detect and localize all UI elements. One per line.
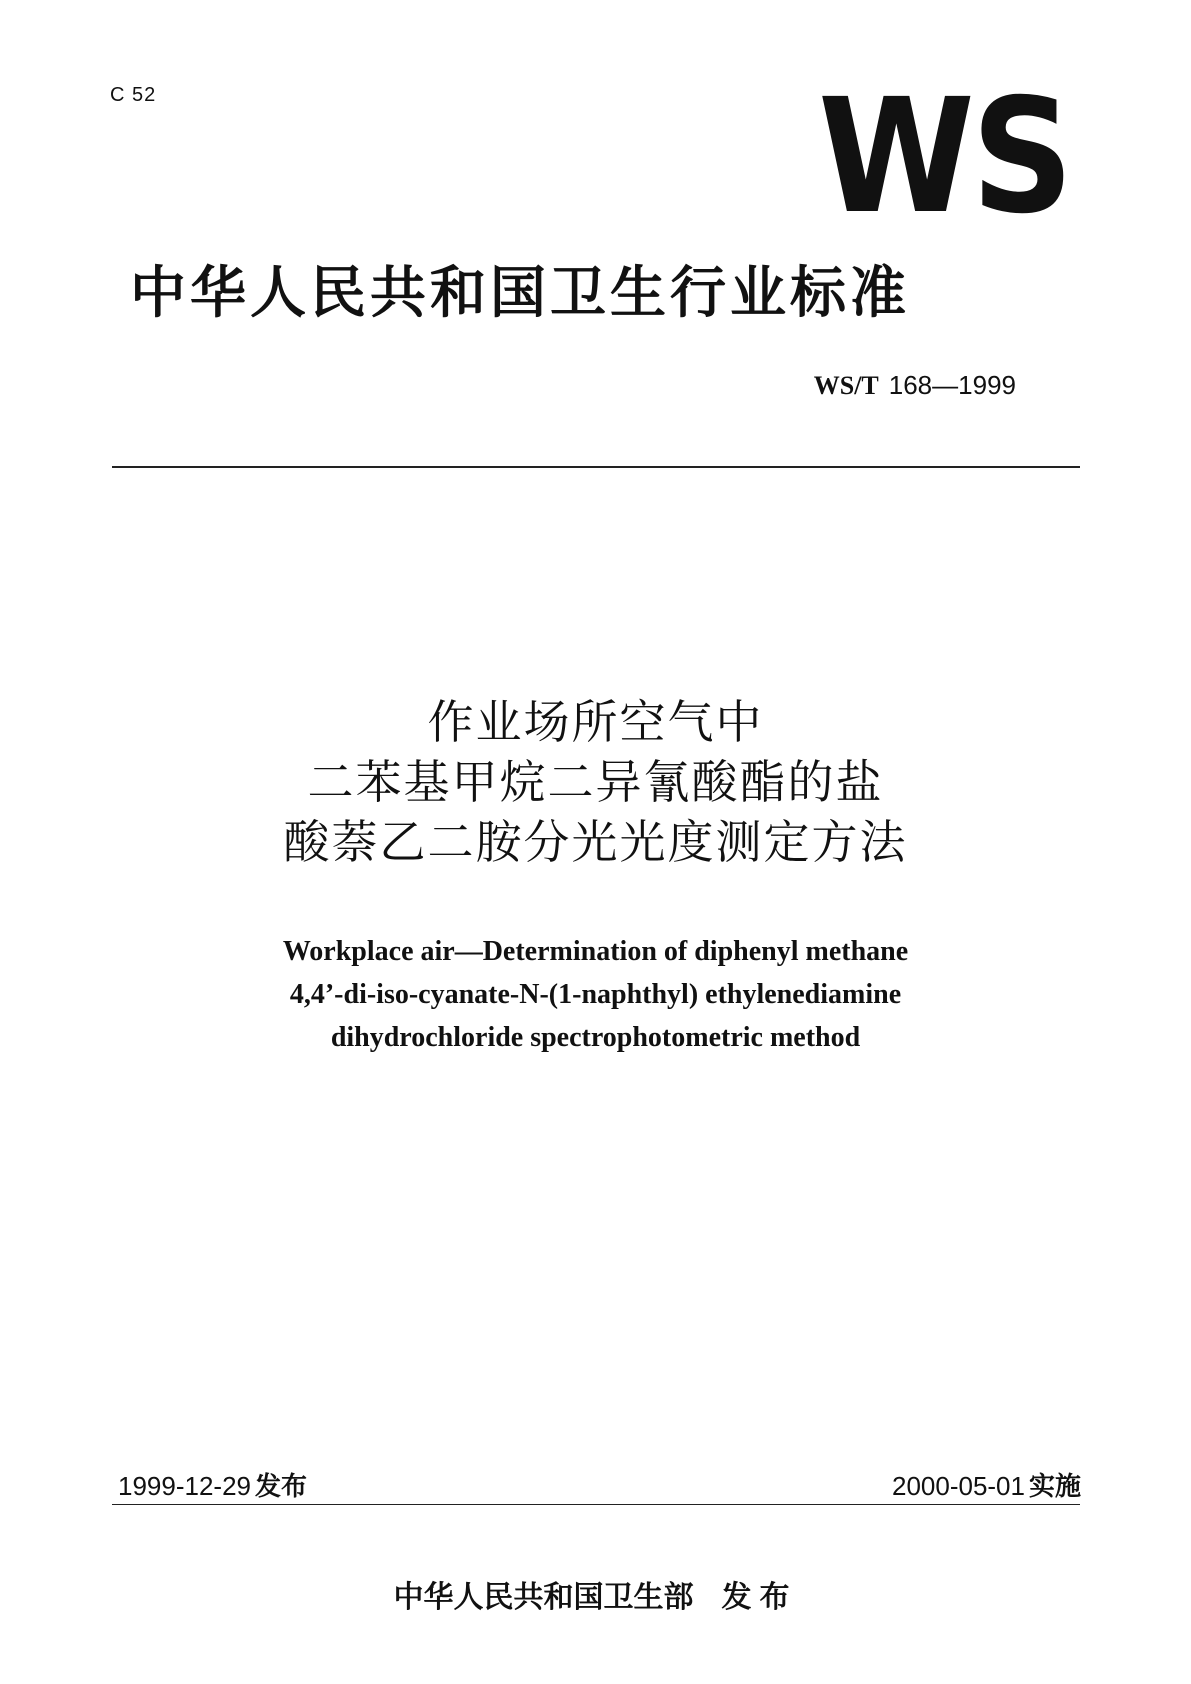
chinese-title-line: 作业场所空气中: [427, 695, 764, 749]
header-divider: [112, 466, 1080, 468]
english-title-line: Workplace air—Determination of diphenyl methane: [282, 936, 909, 967]
issue-label: 发布: [255, 1472, 308, 1502]
publisher-name: 中华人民共和国卫生部: [393, 1580, 694, 1615]
chinese-title-line: 二苯基甲烷二异氰酸酯的盐: [307, 755, 884, 809]
english-title: [0, 930, 1191, 1059]
chinese-title-line: 酸萘乙二胺分光光度测定方法: [283, 815, 908, 869]
implementation-date: [892, 1466, 1081, 1503]
classification-code: C 52: [110, 84, 157, 106]
publisher: [0, 1572, 1191, 1616]
chinese-title: [0, 692, 1191, 872]
issue-date: [118, 1466, 307, 1503]
english-title-line: dihydrochloride spectrophotometric method: [330, 1022, 861, 1053]
ws-logo: WS: [818, 65, 1071, 249]
implementation-label: 实施: [1028, 1472, 1081, 1502]
standard-code: 168—1999: [888, 370, 1016, 400]
industry-standard-title: 中华人民共和国卫生行业标准: [130, 261, 910, 326]
standard-prefix: WS/T: [813, 371, 879, 400]
implementation-date-value: 2000-05-01: [891, 1471, 1025, 1501]
publish-action: 发布: [721, 1580, 798, 1615]
issue-date-value: 1999-12-29: [118, 1471, 251, 1501]
english-title-line: 4,4’-di-iso-cyanate-N-(1-naphthyl) ethylenediamine: [289, 979, 902, 1010]
footer-divider: [112, 1504, 1080, 1505]
standard-number: [814, 370, 1016, 401]
